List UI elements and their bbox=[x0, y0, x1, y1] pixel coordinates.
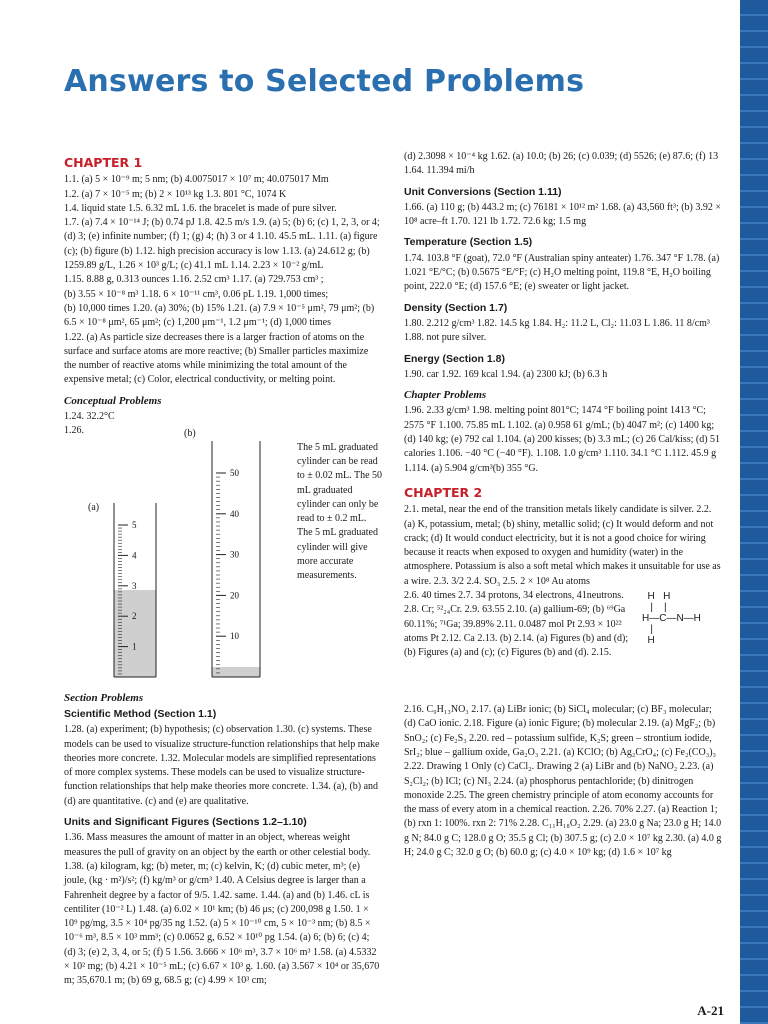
cylinder-a-liquid bbox=[114, 590, 156, 677]
cylinder-b-tick-label: 50 bbox=[230, 467, 239, 478]
chapter-2-answers-part-1: 2.1. metal, near the end of the transition metals likely candidate is silver. 2.2. (a) K, potassium, metal; (b) shiny, metallic solid; (c) It would deform and not crack; (d) It would conduct electricity, but it is not a good choice for wiring because it reacts when exposed to oxygen and humidity (water) in the atmosphere. Potassium is also a soft metal which makes it unsuitable for use as a wire. 2.3. 3/2 2.4. SO₃ 2.5. 2 × 10⁸ Au atoms bbox=[404, 504, 721, 587]
cylinder-a-tick-label: 1 bbox=[132, 641, 137, 652]
chapter-1-answer-paragraph: (b) 3.55 × 10⁻⁸ m³ 1.18. 6 × 10⁻¹¹ cm³, 0.06 pL 1.19. 1,000 times; bbox=[64, 288, 329, 300]
unit-conversions-heading: Unit Conversions (Section 1.11) bbox=[404, 185, 562, 198]
units-sig-figs-answers: 1.36. Mass measures the amount of matter in an object, whereas weight measures the pull of gravity on an object by the earth or other celestial body. 1.38. (a) kilogram, kg; (b) meter, m; (c) kelvin, K; (d) cubic meter, m³; (e) joule, (kg · m²)/s²; (f) kg/m³ or g/cm³ 1.40. A Celsius degree is larger than a Fahrenheit degree by a factor of 9/5. 1.42. same. 1.44. (a) and (b) 1.46. cL is centiliter (10⁻² L) 1.48. (a) 6.02 × 10¹ km; (b) 46 μs; (c) 200,098 g 1.50. 1 × 10⁹ pg/mg, 3.5 × 10⁴ pg/35 ng 1.52. (a) 5 × 10⁻¹⁰ cm, 5 × 10⁻³ nm; (b) 8.5 × 10⁻⁶ m³, 8.5 × 10³ mm³; (c) 0.0652 g, 6.52 × 10¹⁰ pg 1.54. (a) 6; (b) 6; (c) 4; (d) 3; (e) 2, 3, 4, or 5; (f) 5 1.56. 3.666 × 10⁶ m³, 3.7 × 10⁶ m³ 1.58. (a) 4.5332 × 10² mg; (b) 4.21 × 10⁻⁵ mL; (c) 6.67 × 10³ g. 1.60. (a) 3.567 × 10⁴ or 35,670 m; 35,670.1 m; (b) 69 g, 68.5 g; (c) 4.99 × 10³ cm; bbox=[64, 832, 380, 987]
density-heading: Density (Section 1.7) bbox=[404, 301, 508, 314]
chapter-2-heading: CHAPTER 2 bbox=[404, 484, 483, 500]
lewis-structure: H H | | H—C—N—H | H bbox=[642, 591, 701, 647]
chapter-1-heading: CHAPTER 1 bbox=[64, 155, 143, 170]
section-problems-heading: Section Problems bbox=[64, 691, 144, 704]
chapter-problems-answers: 1.96. 2.33 g/cm³ 1.98. melting point 801°C; 1474 °F boiling point 1413 °C; 2575 °F 1.100. 75.85 mL 1.102. (a) 0.958 61 g/mL; (b) 4047 m²; (c) 1400 kg; (d) 140 kg; (e) 792 cal 1.104. (a) 200 kisses; (b) 3.3 mL; (c) 26 Cal/kiss; (d) 51 calories 1.106. −40 °C (−40 °F). 1.108. 1.0 g/cm³ 1.110. 34.1 °C 1.112. 45.9 g 1.114. (a) 5.904 g/cm³(b) 355 °G. bbox=[404, 405, 721, 474]
cylinder-b-tick-label: 30 bbox=[230, 549, 239, 560]
cylinder-drawings bbox=[64, 441, 294, 687]
chapter-1-answer-paragraph: 1.1. (a) 5 × 10⁻⁹ m; 5 nm; (b) 4.0075017 × 10⁷ m; 40.075017 Mm bbox=[64, 174, 329, 186]
cylinder-a-tick-label: 3 bbox=[132, 580, 137, 591]
cylinder-a-tick-label: 4 bbox=[132, 550, 137, 561]
cylinder-a-tick-label: 2 bbox=[132, 610, 137, 621]
temperature-answers: 1.74. 103.8 °F (goat), 72.0 °F (Australian spiny anteater) 1.76. 347 °F 1.78. (a) 1.021 °E/°C; (b) 0.5675 °E/°F; (c) H₂O melting point, 119.8 °E, H₂O boiling point, 222.0 °E; (d) 157.6 °E; (e) sweater or light jacket. bbox=[404, 252, 720, 293]
chapter-1-answer-paragraph: 1.15. 8.88 g, 0.313 ounces 1.16. 2.52 cm³ 1.17. (a) 729.753 cm³ ; bbox=[64, 274, 324, 286]
temperature-heading: Temperature (Section 1.5) bbox=[404, 236, 533, 249]
units-sig-figs-heading: Units and Significant Figures (Sections 1.2–1.10) bbox=[64, 816, 307, 829]
unit-conversions-answers: 1.66. (a) 110 g; (b) 443.2 m; (c) 76181 × 10¹² m² 1.68. (a) 43,560 ft³; (b) 3.92 × 10⁸ acre–ft 1.70. 121 lb 1.72. 72.6 kg; 1.5 mg bbox=[404, 201, 722, 228]
density-answers: 1.80. 2.212 g/cm³ 1.82. 14.5 kg 1.84. H₂: 11.2 L, Cl₂: 11.03 L 1.86. 11 8/cm³ 1.88. not pure silver. bbox=[404, 317, 710, 344]
chapter-2-answers-part-2: 2.6. 40 times 2.7. 34 protons, 34 electrons, 41neutrons. 2.8. Cr; ⁵²₂₄Cr. 2.9. 63.55 2.10. (a) gallium-69; (b) ⁶⁹Ga 60.11%; ⁷¹Ga; 39.89% 2.11. 0.0487 mol Pt 2.93 × 10²² atoms Pt 2.12. Ca 2.13. (b) 2.14. (a) Figures (b) and (d); (b) Figures (a) and (c); (c) Figures (b) and (d). 2.15. bbox=[404, 590, 629, 659]
cylinder-a-tick-label: 5 bbox=[132, 519, 137, 530]
figure-label-a: (a) bbox=[88, 501, 100, 513]
chapter-problems-heading: Chapter Problems bbox=[404, 389, 487, 402]
chapter-2-answers-part-3: 2.16. C₉H₁₃NO₃ 2.17. (a) LiBr ionic; (b) SiCl₄ molecular; (c) BF₃ molecular; (d) CaO ionic. 2.18. Figure (a) ionic Figure; (b) molecular 2.19. (a) MgF₂; (b) SnO₂; (c) Fe₂S₃ 2.20. red – potassium sulfide, K₂S; green – strontium iodide, SrI₂; blue – gallium oxide, Ga₂O₃ 2.21. (a) KClO; (b) Ag₂CrO₄; (c) Fe₂(CO₃)₃ 2.22. Drawing 1 Only (c) CaCl₂. Drawing 2 (a) LiBr and (b) NaNO₂ 2.23. (a) S₂Cl₂; (b) ICl; (c) NI₃ 2.24. (a) phosphorus pentachloride; (b) dinitrogen monoxide 2.25. The green chemistry principle of atom economy accounts for the mass of every atom in a chemical reaction. 2.26. 70% 2.27. (a) Reaction 1; (b) rxn 1: 100%. rxn 2: 71% 2.28. C₁₁H₁₈O₂ 2.29. (a) 23.0 g Na; 23.0 g H; 14.0 g N; 84.0 g C; 128.0 g O; 35.5 g Cl; (b) 307.5 g; (c) 2.0 × 10⁷ kg 2.30. (a) 4.0 g H; 24.0 g C; 32.0 g O; (b) 60.0 g; (c) 4.0 × 10⁹ kg; (d) 1.6 × 10⁷ kg bbox=[404, 704, 722, 858]
energy-heading: Energy (Section 1.8) bbox=[404, 352, 505, 365]
scientific-method-heading: Scientific Method (Section 1.1) bbox=[64, 707, 217, 720]
figure-label-b: (b) bbox=[184, 427, 196, 439]
chapter-1-answer-paragraph: 1.22. (a) As particle size decreases there is a larger fraction of atoms on the surface and surface atoms are more reactive; (b) Smaller particles maximize the number of reactive atoms while minimizing the total amount of the expensive metal; (c) Color, electrical conductivity, or melting point. bbox=[64, 331, 369, 386]
energy-answers: 1.90. car 1.92. 169 kcal 1.94. (a) 2300 kJ; (b) 6.3 h bbox=[404, 368, 608, 380]
chapter-1-answer-paragraph: 1.4. liquid state 1.5. 6.32 mL 1.6. the bracelet is made of pure silver. bbox=[64, 202, 337, 214]
chapter-1-answers bbox=[64, 173, 382, 387]
page-edge-strip bbox=[740, 0, 768, 1024]
chapter-1-answer-paragraph: 1.2. (a) 7 × 10⁻⁵ m; (b) 2 × 10¹³ kg 1.3. 801 °C, 1074 K bbox=[64, 188, 287, 200]
page-number: A-21 bbox=[697, 1003, 724, 1018]
cylinder-b-tick-label: 40 bbox=[230, 508, 239, 519]
continued-answers: (d) 2.3098 × 10⁻⁴ kg 1.62. (a) 10.0; (b) 26; (c) 0.039; (d) 5526; (e) 87.6; (f) 13 1.64. 11.394 mi/h bbox=[404, 151, 719, 177]
right-column bbox=[404, 150, 724, 860]
answer-1-26-label: 1.26. bbox=[64, 425, 84, 437]
cylinder-b-liquid bbox=[212, 667, 260, 677]
figure-note: The 5 mL graduated cylinder can be read to ± 0.02 mL. The 50 mL graduated cylinder can only be read to ± 0.2 mL. The 5 mL graduated cylinder will give more accurate measurements. bbox=[297, 441, 383, 582]
answer-1-24: 1.24. 32.2°C bbox=[64, 411, 115, 423]
conceptual-problems-heading: Conceptual Problems bbox=[64, 394, 162, 407]
page-title: Answers to Selected Problems bbox=[64, 64, 585, 99]
chapter-1-answer-paragraph: 1.7. (a) 7.4 × 10⁻¹⁴ J; (b) 0.74 pJ 1.8. 42.5 m/s 1.9. (a) 5; (b) 6; (c) 1, 2, 3, or 4; (d) 3; (e) infinite number; (f) 1; (g) 4; (h) 3 or 4 1.10. 45.5 mL. 1.11. (a) figure (c); (b) figure (b) 1.12. high precision accuracy is low 1.13. (a) 24.612 g; (b) 1259.89 g/L, 1.26 × 10³ g/L; (c) 41.1 mL 1.14. 2.23 × 10⁻² g/mL bbox=[64, 217, 380, 272]
cylinder-b-tick-label: 10 bbox=[230, 630, 239, 641]
cylinder-b-tick-label: 20 bbox=[230, 590, 239, 601]
scientific-method-answers: 1.28. (a) experiment; (b) hypothesis; (c) observation 1.30. (c) systems. These models can be used to visualize structure-function relationships that help make theories more concrete. 1.32. Molecular models are simplified representations of more complex systems. These models can be used to visualize structure-function relationships that help make theories more concrete. 1.34. (a), (b) and (d) are quantitative. (c) and (e) are qualitative. bbox=[64, 724, 380, 807]
left-column bbox=[64, 150, 382, 989]
chapter-1-answer-paragraph: (b) 10,000 times 1.20. (a) 30%; (b) 15% 1.21. (a) 7.9 × 10⁻⁵ μm², 79 μm²; (b) 6.5 × 10⁻⁸ μm², 65 μm²; (c) 1,200 μm⁻¹, 1.2 μm⁻¹; (d) 1,000 times bbox=[64, 302, 375, 329]
